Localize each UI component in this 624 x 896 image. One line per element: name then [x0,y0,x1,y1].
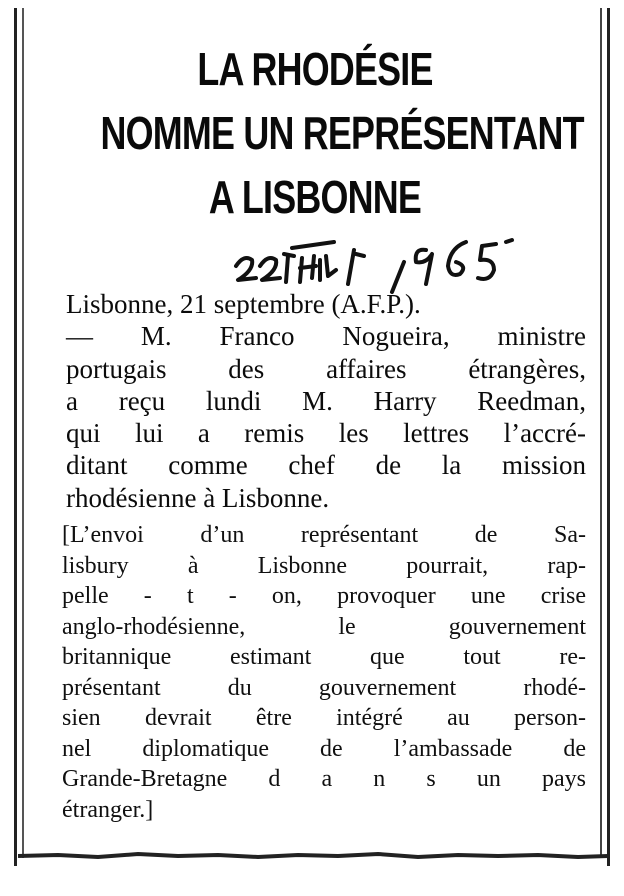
note-line-7: sien devrait être intégré au person- [62,705,586,731]
note-line-10: étranger.] [62,796,154,823]
note-line-4: anglo-rhodésienne, le gouvernement [62,613,586,640]
lead-line-6: ditant comme chef de la mission [66,450,586,481]
lead-line-7: rhodésienne à Lisbonne. [66,482,330,513]
note-line-5: britannique estimant que tout re- [62,644,586,670]
bottom-torn-edge [18,848,608,858]
torn-edge-line [18,851,608,861]
lead-line-1: Lisbonne, 21 septembre (A.F.P.). [66,289,421,319]
lead-line-2: — M. Franco Nogueira, ministre [66,321,586,352]
note-line-2: lisbury à Lisbonne pourrait, rap- [62,552,586,579]
note-line-9: Grande-Bretagne d a n s un pays [62,766,586,792]
clipping-right-edge [600,8,602,858]
lead-line-5: qui lui a remis les lettres l’accré- [66,418,586,449]
lead-line-4: a reçu lundi M. Harry Reedman, [66,385,586,416]
headline-line-1: LA RHODÉSIE [197,43,433,95]
note-line-8: nel diplomatique de l’ambassade de [62,735,586,762]
note-line-1: [L’envoi d’un représentant de Sa- [62,522,586,548]
headline-line-2: NOMME UN REPRÉSENTANT [100,107,584,159]
clipping-left-edge [22,8,24,858]
editor-note-paragraph [62,520,586,825]
note-line-6: présentant du gouvernement rhodé- [62,674,586,701]
handwritten-date-image [230,226,570,296]
headline-line-3: A LISBONNE [208,171,422,223]
lead-paragraph [66,288,586,514]
note-line-3: pelle - t - on, provoquer une crise [62,583,586,609]
lead-line-3: portugais des affaires étrangères, [66,353,586,384]
handwritten-date-annotation [230,226,570,296]
